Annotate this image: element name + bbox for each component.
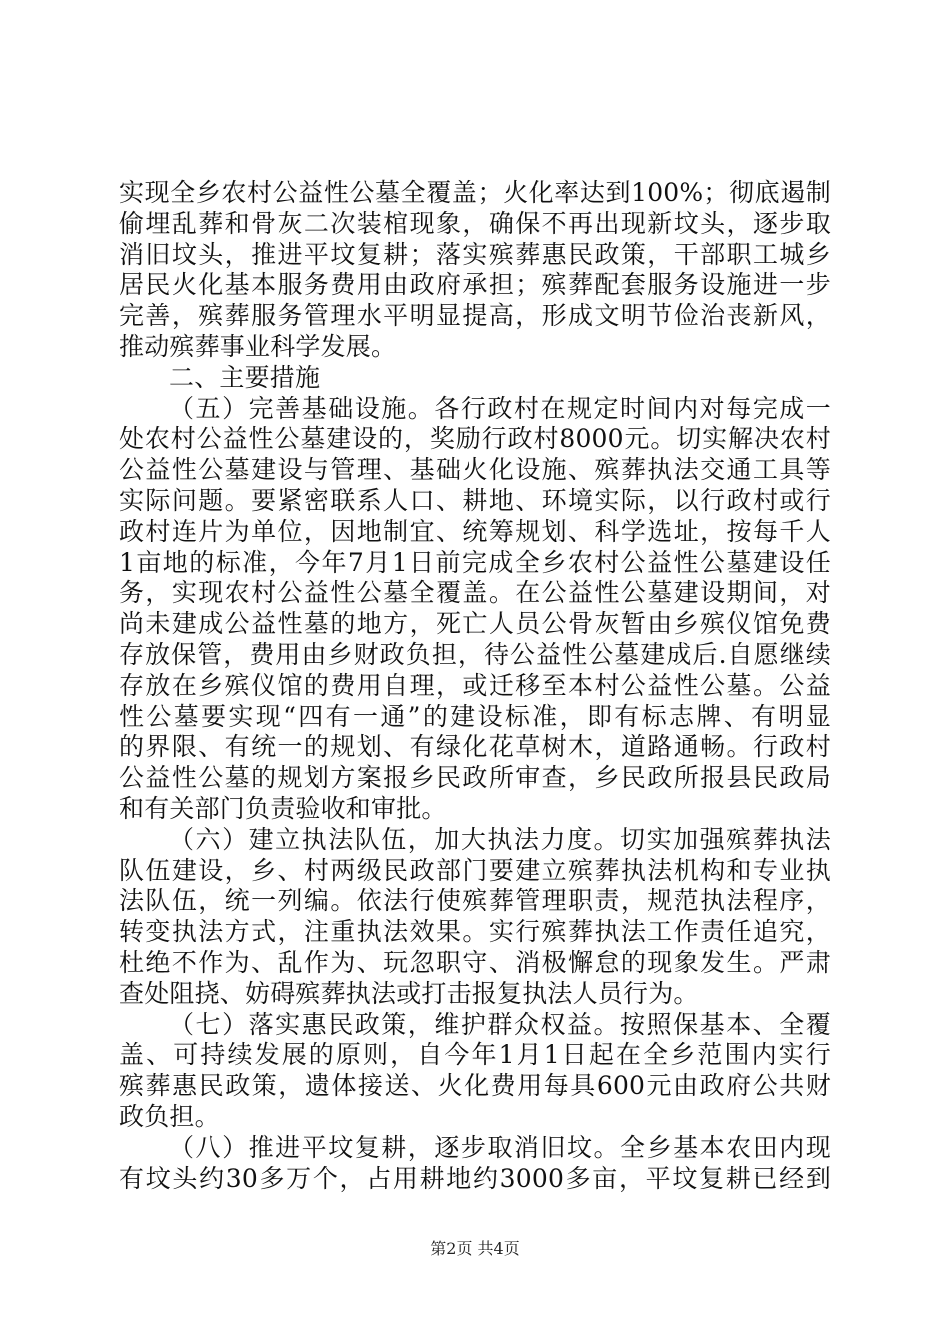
paragraph-line: 的界限、有统一的规划、有绿化花草树木，道路通畅。行政村: [119, 732, 831, 761]
paragraph-line: 杜绝不作为、乱作为、玩忽职守、消极懈怠的现象发生。严肃: [119, 948, 831, 977]
paragraph-line: 处农村公益性公墓建设的，奖励行政村8000元。切实解决农村: [119, 424, 831, 453]
paragraph-line: （七）落实惠民政策，维护群众权益。按照保基本、全覆: [169, 1010, 831, 1039]
paragraph-line: 队伍建设，乡、村两级民政部门要建立殡葬执法机构和专业执: [119, 856, 831, 885]
paragraph-line: （六）建立执法队伍，加大执法力度。切实加强殡葬执法: [169, 825, 831, 854]
paragraph-line: 查处阻挠、妨碍殡葬执法或打击报复执法人员行为。: [119, 979, 699, 1008]
paragraph-line: 法队伍，统一列编。依法行使殡葬管理职责，规范执法程序，: [119, 886, 831, 915]
paragraph-line: 和有关部门负责验收和审批。: [119, 794, 447, 823]
paragraph-line: 推动殡葬事业科学发展。: [119, 332, 397, 361]
paragraph-line: 公益性公墓的规划方案报乡民政所审查，乡民政所报县民政局: [119, 763, 831, 792]
paragraph-line: 转变执法方式，注重执法效果。实行殡葬执法工作责任追究，: [119, 917, 831, 946]
paragraph-line: （八）推进平坟复耕，逐步取消旧坟。全乡基本农田内现: [169, 1133, 831, 1162]
paragraph-line: 务，实现农村公益性公墓全覆盖。在公益性公墓建设期间，对: [119, 578, 831, 607]
paragraph-line: 殡葬惠民政策，遗体接送、火化费用每具600元由政府公共财: [119, 1071, 831, 1100]
paragraph-line: 居民火化基本服务费用由政府承担；殡葬配套服务设施进一步: [119, 270, 831, 299]
paragraph-line: 尚未建成公益性墓的地方，死亡人员公骨灰暂由乡殡仪馆免费: [119, 609, 831, 638]
paragraph-line: 实际问题。要紧密联系人口、耕地、环境实际，以行政村或行: [119, 486, 831, 515]
paragraph-line: 1亩地的标准，今年7月1日前完成全乡农村公益性公墓建设任: [119, 548, 831, 577]
page-footer: 第2页 共4页: [430, 1239, 520, 1258]
paragraph-line: 完善，殡葬服务管理水平明显提高，形成文明节俭治丧新风，: [119, 301, 831, 330]
paragraph-line: 政负担。: [119, 1102, 220, 1131]
paragraph-line: （五）完善基础设施。各行政村在规定时间内对每完成一: [169, 394, 831, 423]
paragraph-line: 存放在乡殡仪馆的费用自理，或迁移至本村公益性公墓。公益: [119, 671, 831, 700]
paragraph-line: 存放保管，费用由乡财政负担，待公益性公墓建成后.自愿继续: [119, 640, 831, 669]
paragraph-line: 消旧坟头，推进平坟复耕；落实殡葬惠民政策，干部职工城乡: [119, 240, 831, 269]
paragraph-line: 性公墓要实现“四有一通”的建设标准，即有标志牌、有明显: [119, 702, 831, 731]
paragraph-line: 有坟头约30多万个，占用耕地约3000多亩，平坟复耕已经到: [119, 1164, 831, 1193]
paragraph-line: 公益性公墓建设与管理、基础火化设施、殡葬执法交通工具等: [119, 455, 831, 484]
section-heading: 二、主要措施: [169, 363, 321, 392]
paragraph-line: 盖、可持续发展的原则，自今年1月1日起在全乡范围内实行: [119, 1040, 831, 1069]
paragraph-line: 政村连片为单位，因地制宜、统筹规划、科学选址，按每千人: [119, 517, 831, 546]
paragraph-line: 实现全乡农村公益性公墓全覆盖；火化率达到100%；彻底遏制: [119, 178, 831, 207]
paragraph-line: 偷埋乱葬和骨灰二次装棺现象，确保不再出现新坟头，逐步取: [119, 209, 831, 238]
